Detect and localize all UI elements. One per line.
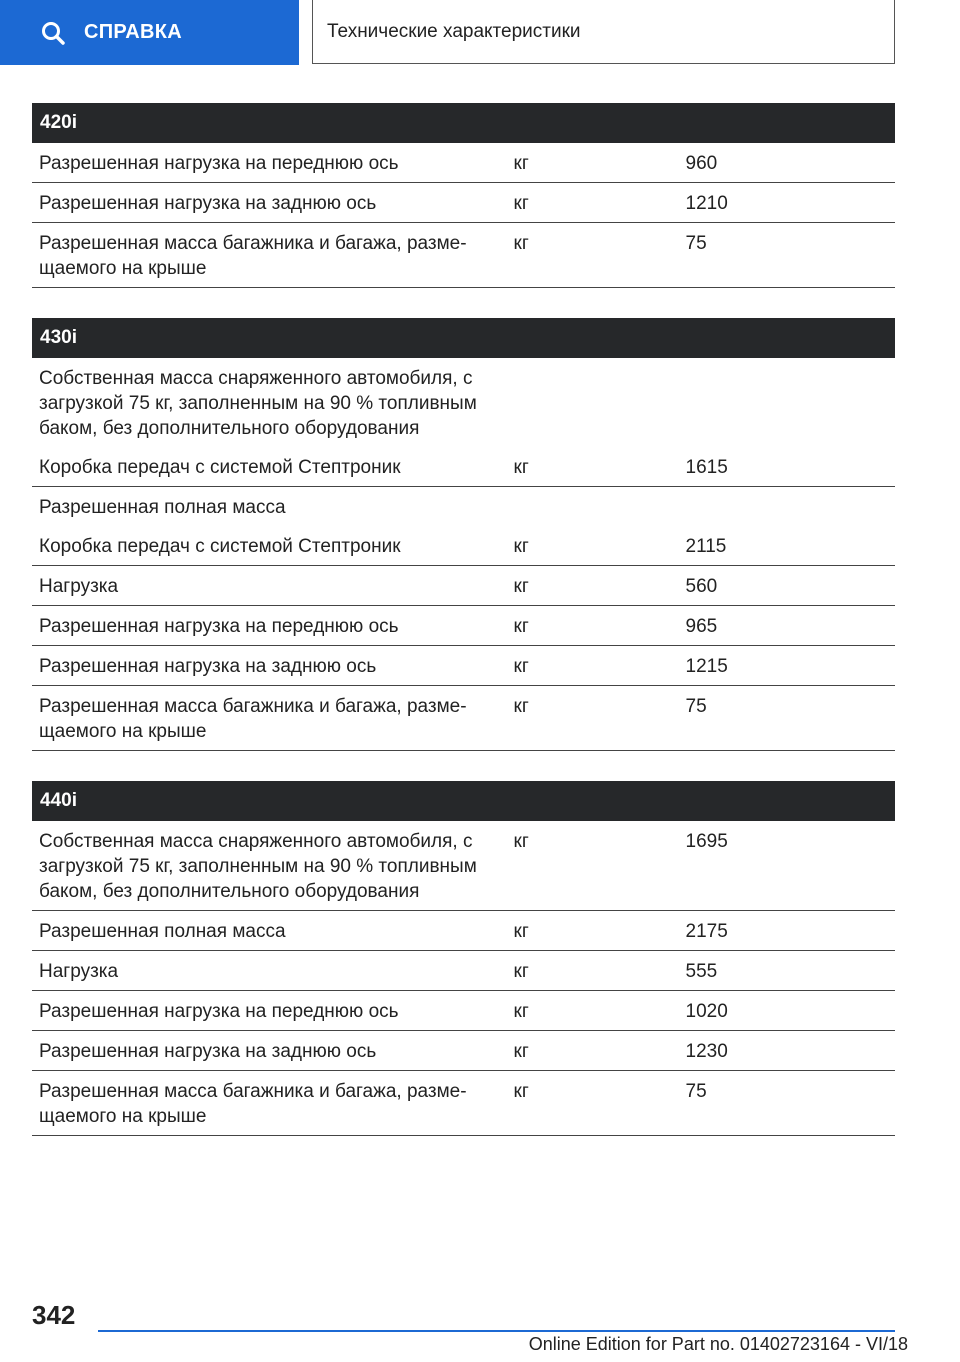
table-row [32,487,895,527]
row-unit: кг [506,606,678,646]
row-unit: кг [506,991,678,1031]
row-unit: кг [506,911,678,951]
table-row [32,1071,895,1136]
row-label: Разрешенная масса багажника и багажа, разме-щаемого на крыше [32,223,506,288]
row-unit: кг [506,646,678,686]
row-value: 75 [678,1071,895,1136]
table-heading: 440i [32,781,895,821]
table-row [32,358,895,447]
table-row [32,223,895,288]
row-value [678,358,895,447]
row-label: Разрешенная нагрузка на заднюю ось [32,183,506,223]
section-title: Технические характеристики [312,0,895,64]
row-label: Разрешенная нагрузка на переднюю ось [32,606,506,646]
row-label: Нагрузка [32,951,506,991]
table-row [32,1031,895,1071]
row-unit: кг [506,566,678,606]
row-label: Разрешенная нагрузка на переднюю ось [32,991,506,1031]
search-icon [40,20,66,46]
table-row [32,646,895,686]
row-label: Разрешенная нагрузка на заднюю ось [32,1031,506,1071]
row-value: 1020 [678,991,895,1031]
table-row [32,566,895,606]
spec-table-440i [32,781,895,1136]
row-value: 1215 [678,646,895,686]
row-label: Разрешенная полная масса [39,497,286,518]
table-heading: 430i [32,318,895,358]
row-value: 75 [678,686,895,751]
row-unit: кг [506,686,678,751]
row-unit: кг [506,821,678,911]
table-row [32,821,895,911]
row-unit: кг [506,143,678,183]
row-value: 560 [678,566,895,606]
row-unit [506,487,678,527]
table-row [32,911,895,951]
table-row [32,951,895,991]
row-value: 2175 [678,911,895,951]
row-value: 965 [678,606,895,646]
spec-table-430i [32,318,895,751]
row-unit [506,358,678,447]
footer-divider [98,1330,895,1332]
help-button-label: СПРАВКА [84,21,183,43]
row-label: Собственная масса снаряженного автомобиля, с загрузкой 75 кг, заполненным на 90 % топливным баком, без дополнительного оборудования [32,821,506,911]
row-label: Разрешенная нагрузка на переднюю ось [32,143,506,183]
row-unit: кг [506,1031,678,1071]
table-row [32,991,895,1031]
row-value: 555 [678,951,895,991]
row-label: Коробка передач с системой Стептроник [32,526,506,566]
table-row [32,686,895,751]
table-row [32,606,895,646]
help-button[interactable] [0,0,299,65]
table-row [32,447,895,487]
row-unit: кг [506,447,678,487]
table-row [32,143,895,183]
row-label: Собственная масса снаряженного автомобиля, с загрузкой 75 кг, заполненным на 90 % топливным баком, без дополнительного оборудования [39,368,477,439]
row-label: Разрешенная масса багажника и багажа, разме-щаемого на крыше [32,686,506,751]
row-value: 2115 [678,526,895,566]
row-value: 960 [678,143,895,183]
row-value: 1230 [678,1031,895,1071]
spec-tables [32,103,895,1166]
row-label: Коробка передач с системой Стептроник [32,447,506,487]
row-label: Разрешенная масса багажника и багажа, разме-щаемого на крыше [32,1071,506,1136]
table-row [32,526,895,566]
footer-edition: Online Edition for Part no. 01402723164 - VI/18 [528,1334,908,1354]
row-label: Разрешенная нагрузка на заднюю ось [32,646,506,686]
table-heading: 420i [32,103,895,143]
spec-table-420i [32,103,895,288]
row-unit: кг [506,526,678,566]
row-label: Нагрузка [32,566,506,606]
row-unit: кг [506,951,678,991]
row-value: 1695 [678,821,895,911]
table-row [32,183,895,223]
row-value: 1210 [678,183,895,223]
row-unit: кг [506,223,678,288]
row-value: 75 [678,223,895,288]
row-value: 1615 [678,447,895,487]
row-unit: кг [506,1071,678,1136]
row-label: Разрешенная полная масса [32,911,506,951]
row-value [678,487,895,527]
row-unit: кг [506,183,678,223]
page-number: 342 [32,1300,76,1330]
